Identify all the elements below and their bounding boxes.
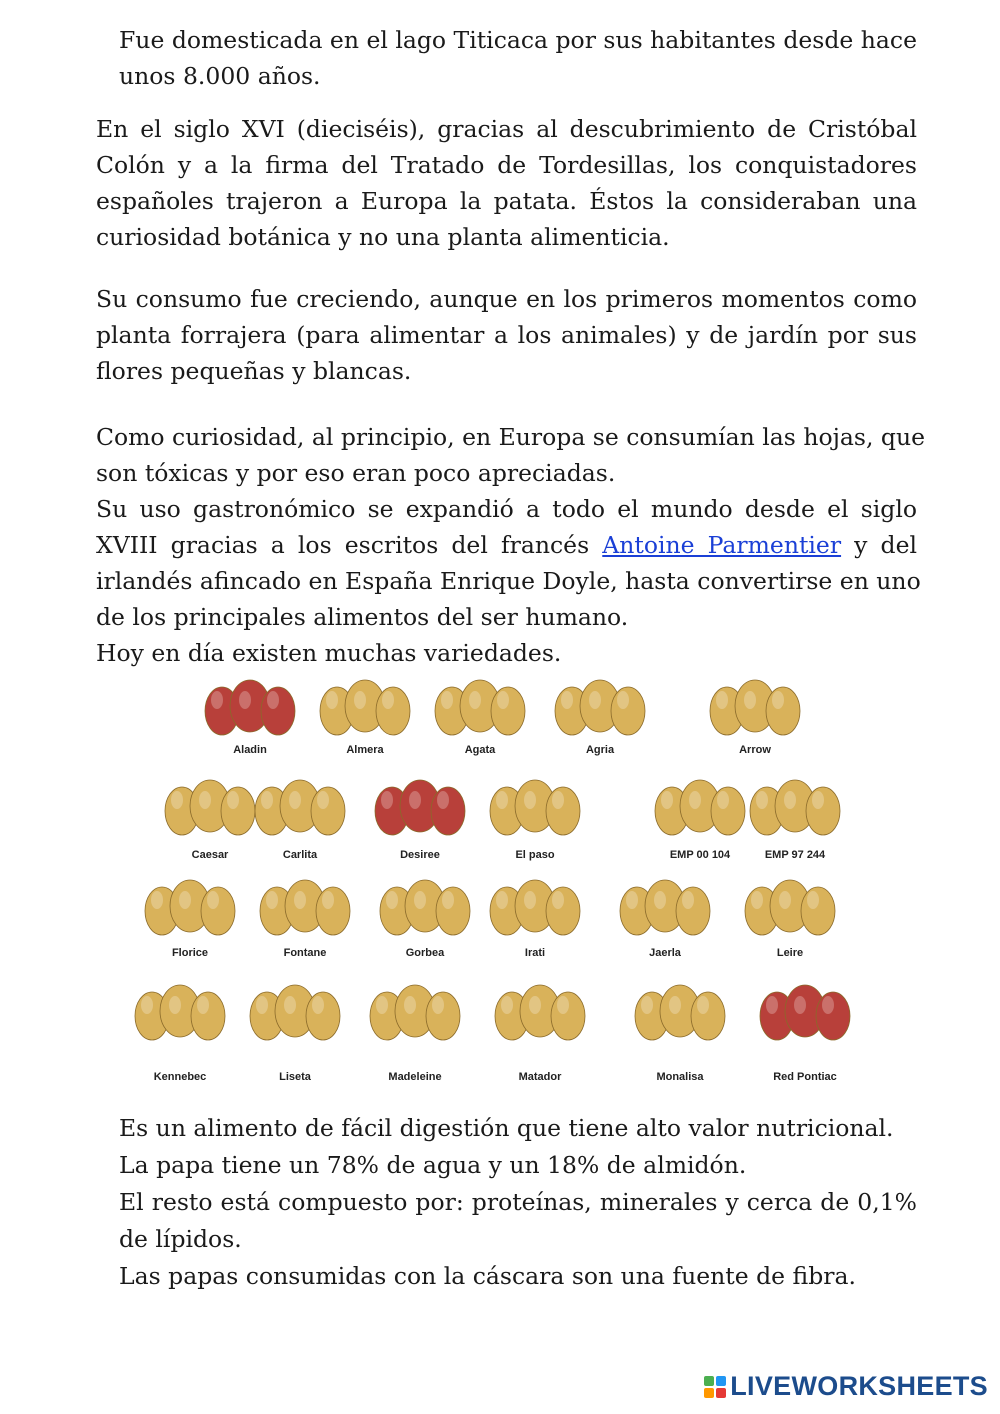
brand-name: LIVEWORKSHEETS: [730, 1371, 988, 1401]
potato-highlight: [171, 791, 183, 809]
potato-highlight: [317, 791, 329, 809]
curiosity-paragraph: [96, 419, 926, 671]
potato-tuber: [376, 687, 410, 735]
potato-group: [370, 985, 460, 1040]
text-line: españoles trajeron a Europa la patata. Éstos la consideraban una: [96, 187, 917, 215]
potato-tuber: [306, 992, 340, 1040]
variety-label: Liseta: [279, 1071, 311, 1083]
potato-highlight: [469, 691, 481, 709]
potato-group: [375, 780, 465, 835]
potato-group: [635, 985, 725, 1040]
variety-label: Carlita: [282, 849, 318, 861]
potato-highlight: [529, 996, 541, 1014]
variety-label: Fontane: [283, 947, 327, 959]
potato-group: [435, 680, 525, 735]
potato-group: [205, 680, 295, 735]
potato-highlight: [501, 996, 513, 1014]
potato-highlight: [751, 891, 763, 909]
text-line: irlandés afincado en España Enrique Doyle, hasta convertirse en uno: [96, 567, 921, 595]
potato-highlight: [807, 891, 819, 909]
text-line: flores pequeñas y blancas.: [96, 357, 412, 385]
potato-group: [165, 780, 255, 835]
potato-group: [760, 985, 850, 1040]
variety-label: Jaerla: [649, 947, 681, 959]
potato-tuber: [691, 992, 725, 1040]
potato-highlight: [207, 891, 219, 909]
potato-highlight: [266, 891, 278, 909]
variety-label: Monalisa: [656, 1071, 704, 1083]
potato-group: [490, 880, 580, 935]
potato-tuber: [221, 787, 255, 835]
variety-label: Kennebec: [153, 1071, 207, 1083]
text-line: Como curiosidad, al principio, en Europa se consumían las hojas, que: [96, 423, 926, 451]
text-line: La papa tiene un 78% de agua y un 18% de almidón.: [119, 1151, 747, 1179]
potato-group: [255, 780, 345, 835]
potato-group: [750, 780, 840, 835]
potato-highlight: [654, 891, 666, 909]
potato-tuber: [611, 687, 645, 735]
potato-highlight: [497, 691, 509, 709]
variety-label: Aladin: [233, 744, 267, 756]
potato-highlight: [557, 996, 569, 1014]
potato-highlight: [812, 791, 824, 809]
potato-highlight: [326, 691, 338, 709]
potato-group: [745, 880, 835, 935]
potato-group: [490, 780, 580, 835]
variety-label: Madeleine: [388, 1071, 442, 1083]
text-line: El resto está compuesto por: proteínas, minerales y cerca de 0,1%: [119, 1188, 917, 1216]
potato-tuber: [431, 787, 465, 835]
potato-tuber: [546, 787, 580, 835]
potato-highlight: [381, 791, 393, 809]
potato-highlight: [414, 891, 426, 909]
consumption-paragraph: [96, 281, 917, 389]
potato-highlight: [386, 891, 398, 909]
history-paragraph: [96, 111, 917, 255]
antoine-parmentier-link[interactable]: Antoine Parmentier: [602, 531, 842, 559]
variety-label: Florice: [171, 947, 209, 959]
potato-varieties-image: [120, 668, 890, 1096]
potato-highlight: [524, 791, 536, 809]
potato-highlight: [552, 791, 564, 809]
potato-highlight: [294, 891, 306, 909]
text-line: planta forrajera (para alimentar a los animales) y de jardín por sus: [96, 321, 917, 349]
potato-highlight: [312, 996, 324, 1014]
text-line: Las papas consumidas con la cáscara son una fuente de fibra.: [119, 1262, 856, 1290]
potato-highlight: [669, 996, 681, 1014]
potato-highlight: [717, 791, 729, 809]
potato-tuber: [191, 992, 225, 1040]
nutrition-paragraph: [119, 1110, 917, 1295]
potato-tuber: [311, 787, 345, 835]
potato-highlight: [524, 891, 536, 909]
potato-highlight: [169, 996, 181, 1014]
potato-group: [145, 880, 235, 935]
potato-highlight: [376, 996, 388, 1014]
variety-label: Leire: [776, 947, 804, 959]
potato-highlight: [199, 791, 211, 809]
text-line: En el siglo XVI (dieciséis), gracias al descubrimiento de Cristóbal: [96, 115, 917, 143]
potato-highlight: [267, 691, 279, 709]
potato-highlight: [617, 691, 629, 709]
potato-highlight: [682, 891, 694, 909]
potato-highlight: [552, 891, 564, 909]
variety-label: Gorbea: [405, 947, 445, 959]
potato-highlight: [404, 996, 416, 1014]
potato-tuber: [261, 687, 295, 735]
text-line: de lípidos.: [119, 1225, 242, 1253]
potato-group: [135, 985, 225, 1040]
potato-group: [555, 680, 645, 735]
potato-highlight: [589, 691, 601, 709]
potato-group: [250, 985, 340, 1040]
potato-highlight: [442, 891, 454, 909]
variety-label: EMP 97 244: [764, 849, 826, 861]
intro-paragraph: [119, 22, 917, 94]
potato-highlight: [141, 996, 153, 1014]
variety-label: Caesar: [191, 849, 229, 861]
potato-highlight: [496, 891, 508, 909]
potato-highlight: [822, 996, 834, 1014]
potato-highlight: [766, 996, 778, 1014]
potato-highlight: [744, 691, 756, 709]
variety-label: Red Pontiac: [773, 1071, 837, 1083]
text-line: son tóxicas y por eso eran poco apreciadas.: [96, 459, 616, 487]
potato-tuber: [551, 992, 585, 1040]
potato-tuber: [426, 992, 460, 1040]
text-line: Es un alimento de fácil digestión que tiene alto valor nutricional.: [119, 1114, 894, 1142]
potato-highlight: [239, 691, 251, 709]
potato-highlight: [227, 791, 239, 809]
potato-highlight: [256, 996, 268, 1014]
potato-highlight: [496, 791, 508, 809]
potato-highlight: [437, 791, 449, 809]
text-line: Hoy en día existen muchas variedades.: [96, 639, 562, 667]
potato-tuber: [816, 992, 850, 1040]
potato-highlight: [689, 791, 701, 809]
text-segment: XVIII gracias a los escritos del francés: [96, 531, 603, 559]
text-line: de los principales alimentos del ser humano.: [96, 603, 629, 631]
potato-tuber: [316, 887, 350, 935]
potato-group: [260, 880, 350, 935]
potato-highlight: [641, 996, 653, 1014]
potato-highlight: [289, 791, 301, 809]
liveworksheets-icon: [704, 1376, 726, 1398]
potato-highlight: [697, 996, 709, 1014]
potato-highlight: [432, 996, 444, 1014]
text-line: Colón y a la firma del Tratado de Tordesillas, los conquistadores: [96, 151, 917, 179]
potato-highlight: [382, 691, 394, 709]
variety-label: EMP 00 104: [669, 849, 731, 861]
potato-highlight: [197, 996, 209, 1014]
text-line: Su consumo fue creciendo, aunque en los primeros momentos como: [96, 285, 917, 313]
potato-highlight: [626, 891, 638, 909]
potato-group: [655, 780, 745, 835]
potato-group: [320, 680, 410, 735]
potato-tuber: [801, 887, 835, 935]
variety-label: Arrow: [739, 744, 771, 756]
potato-highlight: [756, 791, 768, 809]
potato-highlight: [322, 891, 334, 909]
potato-tuber: [546, 887, 580, 935]
potato-highlight: [779, 891, 791, 909]
potato-highlight: [794, 996, 806, 1014]
text-line: curiosidad botánica y no una planta alimenticia.: [96, 223, 670, 251]
potato-highlight: [211, 691, 223, 709]
potato-highlight: [716, 691, 728, 709]
potato-highlight: [441, 691, 453, 709]
potato-tuber: [436, 887, 470, 935]
potato-highlight: [661, 791, 673, 809]
liveworksheets-logo: [704, 1371, 988, 1402]
potato-group: [710, 680, 800, 735]
potato-highlight: [784, 791, 796, 809]
potato-highlight: [179, 891, 191, 909]
potato-group: [380, 880, 470, 935]
variety-label: Irati: [524, 947, 546, 959]
potato-highlight: [354, 691, 366, 709]
potato-tuber: [676, 887, 710, 935]
text-segment: y del: [841, 531, 918, 559]
potato-group: [495, 985, 585, 1040]
potato-highlight: [772, 691, 784, 709]
potato-group: [620, 880, 710, 935]
variety-label: El paso: [515, 849, 555, 861]
potato-tuber: [806, 787, 840, 835]
text-line: Fue domesticada en el lago Titicaca por sus habitantes desde hace: [119, 26, 917, 54]
potato-tuber: [491, 687, 525, 735]
variety-label: Agria: [585, 744, 615, 756]
potato-tuber: [766, 687, 800, 735]
potato-tuber: [711, 787, 745, 835]
variety-label: Almera: [346, 744, 384, 756]
variety-label: Desiree: [400, 849, 440, 861]
text-line: unos 8.000 años.: [119, 62, 321, 90]
potato-highlight: [151, 891, 163, 909]
variety-label: Agata: [464, 744, 496, 756]
potato-highlight: [261, 791, 273, 809]
text-line: Su uso gastronómico se expandió a todo el mundo desde el siglo: [96, 495, 917, 523]
potato-highlight: [409, 791, 421, 809]
variety-label: Matador: [518, 1071, 562, 1083]
potato-tuber: [201, 887, 235, 935]
potato-highlight: [284, 996, 296, 1014]
potato-highlight: [561, 691, 573, 709]
text-line-with-link: [96, 527, 917, 563]
